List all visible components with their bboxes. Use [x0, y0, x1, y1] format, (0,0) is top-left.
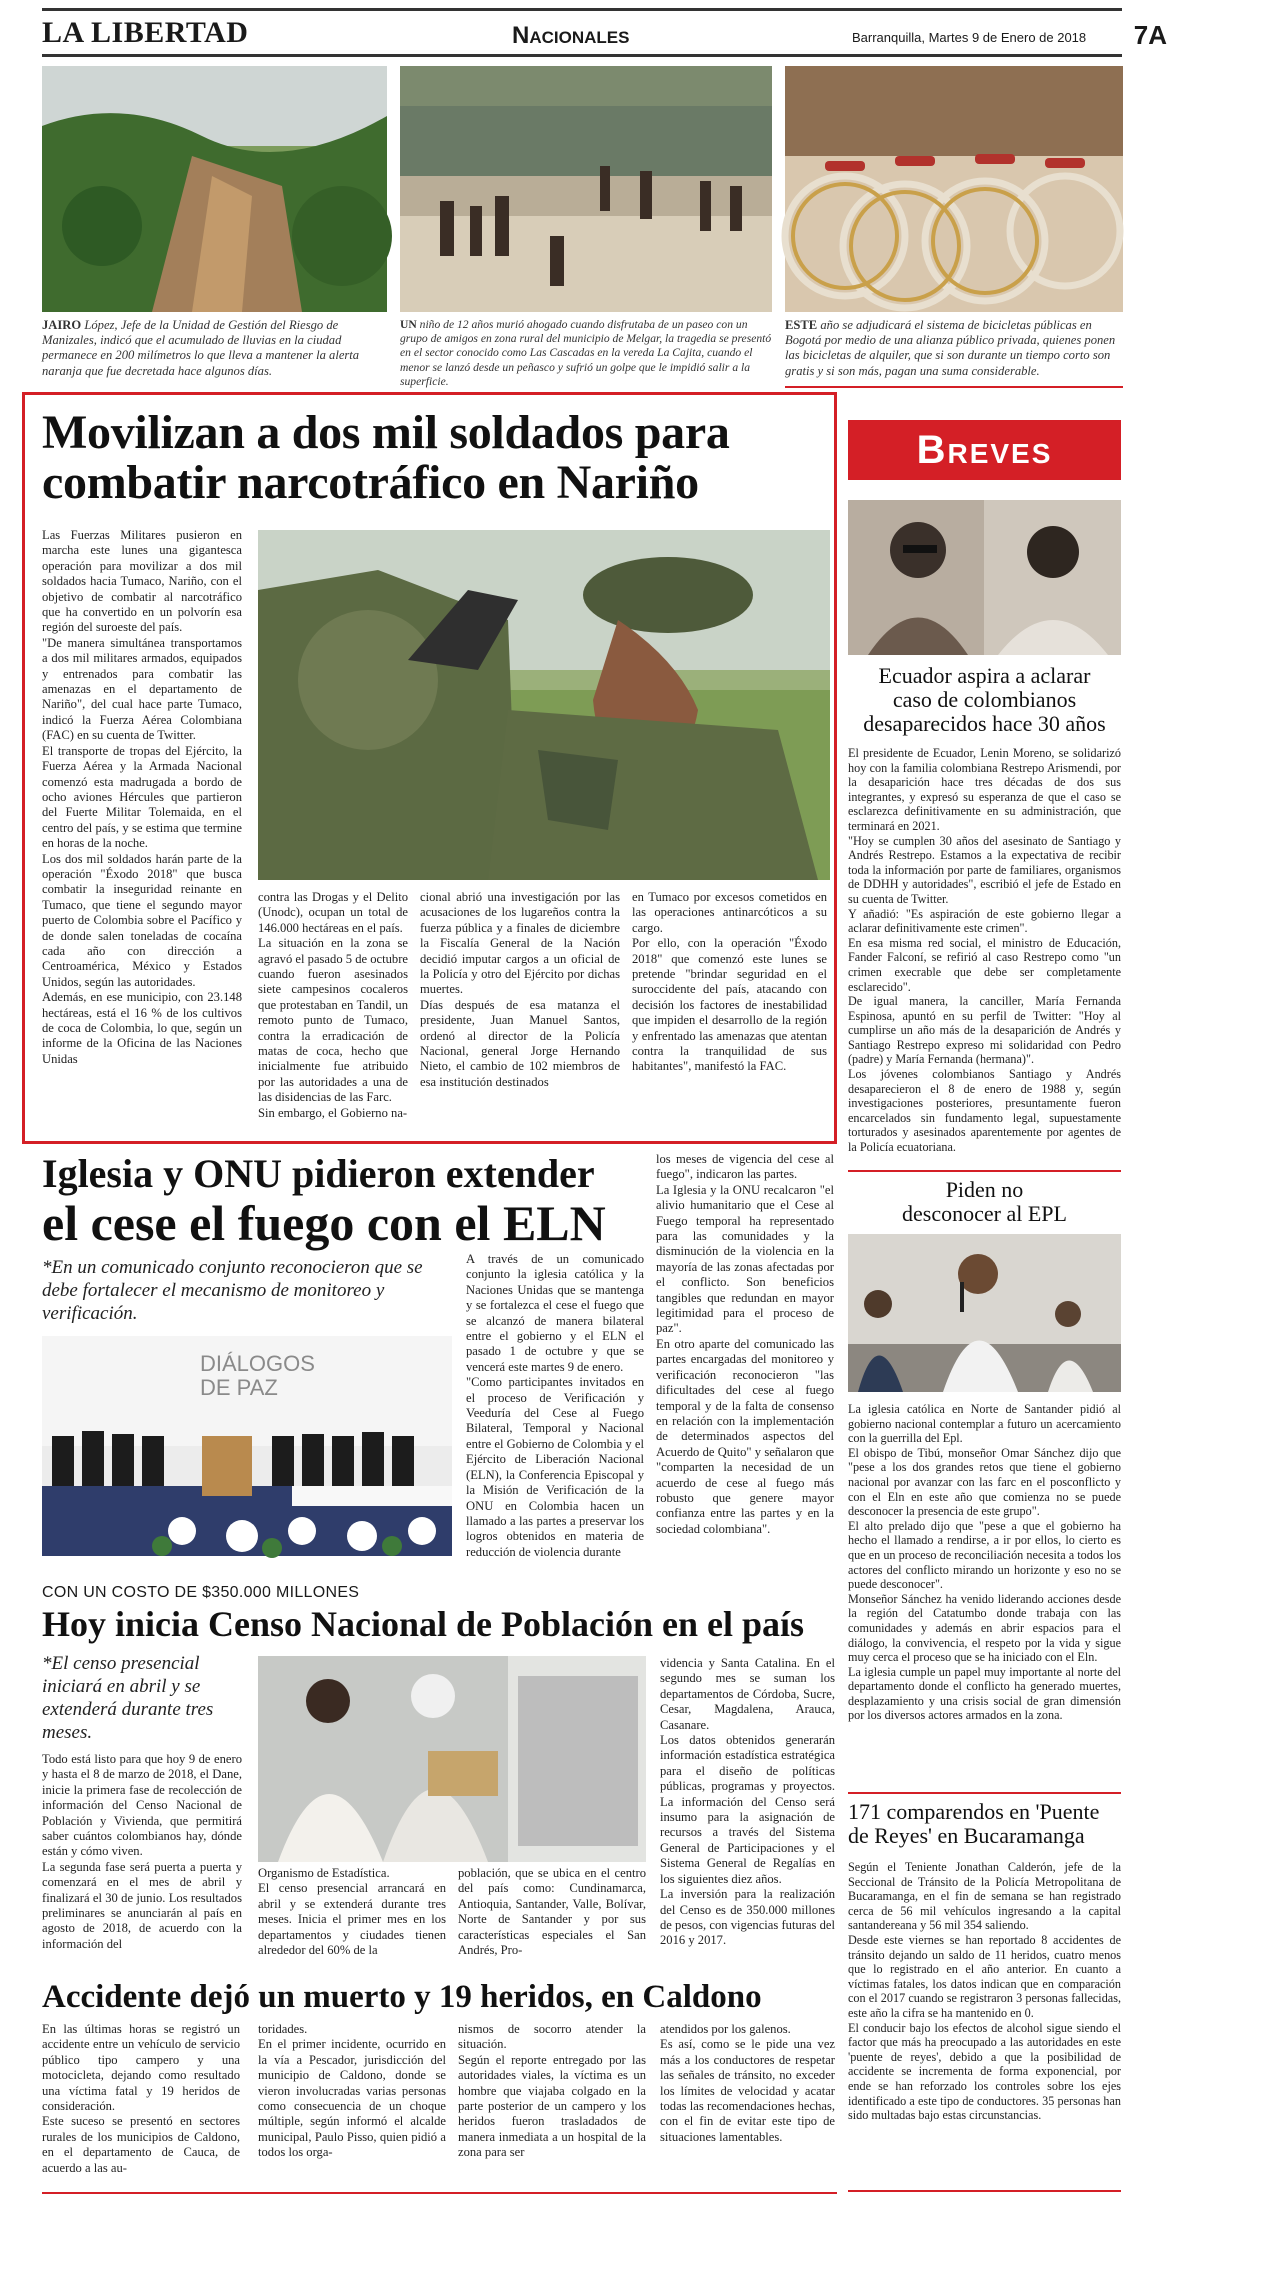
censo-col3: población, que se ubica en el centro del país como: Cundinamarca, Antioquia, Santander, Valle, Bolívar, Norte de Santander y por sus características especiales el San Andrés, Pro- — [458, 1866, 646, 1958]
river-caption — [400, 318, 772, 388]
censo-col2: Organismo de Estadística. El censo presencial arrancará en abril y se extenderá durante tres meses. Inicia el primer mes en los departamentos y ciudades tienen alrededor del 60% de la — [258, 1866, 446, 1958]
peace-talks-sign: DIÁLOGOS DE PAZ — [200, 1351, 315, 1400]
soldier-photo — [258, 530, 830, 880]
river-drowning-photo — [400, 66, 772, 312]
landslide-caption — [42, 318, 387, 380]
breves-item1-headline: Ecuador aspira a aclarar caso de colombianos desaparecidos hace 30 años — [863, 663, 1106, 736]
bishop-photo — [848, 1234, 1121, 1392]
eln-col1: A través de un comunicado conjunto la iglesia católica y la Naciones Unidas que se mantenga y se fortalezca el cese el fuego que se alcanzó de manera bilateral entre el gobierno y el ELN el pasado 1 de octubre y que se vencerá este martes 9 de enero. "Como participantes invitados en el proceso de Verificación y Veeduría del Cese al Fuego Bilateral, Temporal y Nacional entre el Gobierno de Colombia y el Ejército de Liberación Nacional (ELN), la Conferencia Episcopal y la Misión de Verificación de la ONU en Colombia hacen un llamado a las partes a preservar los logros obtenidos en materia de reducción de violencia durante — [466, 1252, 644, 1559]
main-story-col2: contra las Drogas y el Delito (Unodc), ocupan un total de 146.000 hectáreas en el país. La situación en la zona se agravó el pasado 5 de octubre cuando fueron asesinados siete campesinos cocaleros que protestaban en Tandil, un remoto punto de Tumaco, contra la erradicación de matas de coca, hecho que inicialmente fue atribuido por las autoridades a una de las disidencias de las Farc. Sin embargo, el Gobierno na- — [258, 890, 409, 1120]
caldono-col3: nismos de socorro atender la situación. Según el reporte entregado por las autoridades viales, la víctima es un hombre que viajaba colgado en la parte posterior de un campero y los heridos fueron trasladados de manera inmediata a un hospital de la zona para ser — [458, 2022, 646, 2160]
censo-col1: Todo está listo para que hoy 9 de enero y hasta el 8 de marzo de 2018, el Dane, inicie la primera fase de recolección de información del Censo Nacional de Población y Vivienda, que permitirá saber cuántos colombianos hay, dónde están y cómo viven. La segunda fase será puerta a puerta y comenzará en el mes de abril y finalizará el 30 de junio. Los resultados preliminares se anunciarán al país en agosto de 2018, de acuerdo con la información del — [42, 1752, 242, 1951]
breves-label: Breves — [916, 427, 1053, 472]
caldono-col2: toridades. En el primer incidente, ocurrido en la vía a Pescador, jurisdicción del municipio de Caldono, donde se vieron involucradas varias personas como consecuencia de un choque múltiple, según informó el alcalde municipal, Paulo Pisso, quien pidió a todos los orga- — [258, 2022, 446, 2160]
censo-kicker: CON UN COSTO DE $350.000 MILLONES — [42, 1584, 360, 1601]
paper-name: LA LIBERTAD — [42, 16, 249, 49]
main-story-col4: en Tumaco por excesos cometidos en las operaciones antinarcóticos a su cargo. Por ello, con la operación "Éxodo 2018" que comenzó este lunes se pretende "brindar seguridad en el suroccidente del país, atacando con decisión los factores de inestabilidad que impiden el desarrollo de la región y enfrentado las amenazas que atentan contra la tranquilidad de sus habitantes", manifestó la FAC. — [632, 890, 827, 1074]
caldono-col1: En las últimas horas se registró un accidente entre un vehículo de servicio público tipo campero y una motocicleta, dejando como resultado una víctima fatal y 19 heridos de consideración. Este suceso se presentó en sectores rurales de los municipios de Caldono, en el departamento de Cauca, de acuerdo a las au- — [42, 2022, 240, 2175]
caption-lead: UN — [400, 318, 417, 331]
main-headline: Movilizan a dos mil soldados para combatir narcotráfico en Nariño — [42, 406, 730, 509]
breves-item2-body: La iglesia católica en Norte de Santander pidió al gobierno nacional contemplar a futuro un acercamiento con la guerrilla del Epl. El obispo de Tibú, monseñor Omar Sánchez dijo que "pese a los dos grandes retos que tiene el gobierno nacional por avanzar con las farc en el posconflicto y con el Eln en este año que comienza no se puede desconocer la presencia de este grupo". El alto prelado dijo que "pese a que el gobierno ha hecho el llamado a rendirse, a ir por ellos, lo cierto es que en un proceso de reconciliación necesita a todos los actores del conflicto mirando un horizonte y eso no se puede desconocer". Monseñor Sánchez ha venido liderando acciones desde la región del Catatumbo donde trabaja con las comunidades y además en abrir espacios para el diálogo, la convivencia, el respeto por la vida y sigue muy cerca el proceso que se ha iniciado con el Eln. La iglesia cumple un papel muy importante al norte del departamento donde el conflicto ha generado muertes, desplazamiento y una crisis social de gran dimensión por los diversos actores armados en la zona. — [848, 1402, 1121, 1723]
top-row-rule — [785, 386, 1123, 388]
masthead-bottom-rule — [42, 54, 1122, 57]
page-number: 7A — [1133, 20, 1167, 50]
breves-item3-body: Según el Teniente Jonathan Calderón, jefe de la Seccional de Tránsito de la Policía Metropolitana de Bucaramanga, en el fin de semana se han registrado cerca de 56 mil vehículos ingresando a la capital santandereana y 56 mil 354 saliendo. Desde este viernes se han reportado 8 accidentes de tránsito dejando un saldo de 11 heridos, cuatro menos que lo registrado en el año anterior. En cuanto a víctimas fatales, los datos indican que en comparación con el 2017 cuando se registraron 3 personas fallecidas, este año la cifra se ha mantenido en 0. El conducir bajo los efectos de alcohol sigue siendo el factor que más ha preocupado a las autoridades en este 'puente de reyes', debido a que la posibilidad de accidente se incrementa de forma exponencial, por ende se han reforzado los controles sobre los ejes identificado a este tipo de conductores. 35 personas han sido multadas bajo estas circunstancias. — [848, 1860, 1121, 2123]
caldono-headline: Accidente dejó un muerto y 19 heridos, en Caldono — [42, 1979, 762, 2015]
caption-text: López, Jefe de la Unidad de Gestión del Riesgo de Manizales, indicó que el acumulado de lluvias en la ciudad permanece en 200 milímetros lo que lleva a mantener la alerta naranja que fue decretada hace algunos días. — [42, 318, 360, 378]
dateline: Barranquilla, Martes 9 de Enero de 2018 — [852, 30, 1087, 45]
census-workers-photo — [258, 1656, 646, 1862]
breves-banner — [848, 420, 1121, 480]
main-story-col1: Las Fuerzas Militares pusieron en marcha este lunes una gigantesca operación para movilizar a dos mil soldados hacia Tumaco, Nariño, con el objetivo de combatir al narcotráfico que ha convertido en un polvorín esa región del suroeste del país. "De manera simultánea transportamos a dos mil militares armados, equipados y entrenados para combatir las amenazas en el departamento de Nariño", del cual hace parte Tumaco, indicó la Fuerza Aérea Colombiana (FAC) en su cuenta de Twitter. El transporte de tropas del Ejército, la Fuerza Aérea y la Armada Nacional comenzó esta madrugada a bordo de ocho aviones Hércules que partieron del Fuerte Militar Tolemaida, en el centro del país, y se estima que termine en horas de la noche. Los dos mil soldados harán parte de la operación "Éxodo 2018" que busca combatir la inseguridad reinante en Tumaco, que tiene el segundo mayor puerto de Colombia sobre el Pacífico y de donde salen toneladas de cocaína cada año con dirección a Centroamérica, México y Estados Unidos, según las autoridades. Además, en ese municipio, con 23.148 hectáreas, está el 16 % de los cultivos de coca de Colombia, lo que, según un informe de la Oficina de las Naciones Unidas — [42, 528, 242, 1066]
breves-bottom-rule — [848, 2190, 1121, 2192]
breves-rule-2 — [848, 1792, 1121, 1794]
caption-lead: ESTE — [785, 318, 818, 332]
masthead — [42, 8, 1167, 58]
section-name: Nacionales — [512, 22, 630, 49]
breves-item3-headline: 171 comparendos en 'Puente de Reyes' en Bucaramanga — [848, 1799, 1100, 1848]
breves-item2-headline: Piden no desconocer al EPL — [902, 1177, 1067, 1226]
eln-headline-line1: Iglesia y ONU pidieron extender — [42, 1151, 595, 1196]
censo-deck: *El censo presencial iniciará en abril y se extenderá durante tres meses. — [42, 1653, 214, 1743]
landslide-photo — [42, 66, 387, 312]
eln-deck: *En un comunicado conjunto reconocieron que se debe fortalecer el mecanismo de monitoreo y verificación. — [42, 1257, 423, 1324]
caption-lead: JAIRO — [42, 318, 82, 332]
eln-headline-line2: el cese el fuego con el ELN — [42, 1195, 606, 1251]
censo-headline: Hoy inicia Censo Nacional de Población en el país — [42, 1604, 805, 1644]
eln-col2: los meses de vigencia del cese al fuego", indicaron las partes. La Iglesia y la ONU recalcaron "el alivio humanitario que el Cese al Fuego temporal ha representado para las comunidades y la disminución de la violencia en la mayoría de las zonas afectadas por el conflicto. Son beneficios tangibles que redundan en mayor legitimidad para el proceso de paz". En otro aparte del comunicado las partes encargadas del monitoreo y verificación reconocieron "las dificultades del cese al fuego temporal y de la falta de consenso en relación con la implementación de determinados aspectos del Acuerdo de Quito" y señalaron que "comparten la necesidad de un acuerdo de cese al fuego más robusto que genere mayor confianza entre las partes y en la sociedad colombiana". — [656, 1152, 834, 1536]
masthead-top-rule — [42, 8, 1122, 11]
missing-brothers-photo — [848, 500, 1121, 655]
bicycles-photo — [785, 66, 1123, 312]
breves-item1-body: El presidente de Ecuador, Lenin Moreno, se solidarizó hoy con la familia colombiana Restrepo Arismendi, por la desaparición hace tres décadas de dos sus integrantes, y expresó su esperanza de que el caso se esclarezca definitivamente en su administración, que terminará en 2021. "Hoy se cumplen 30 años del asesinato de Santiago y Andrés Restrepo. Estamos a la expectativa de recibir toda la información por parte de familiares, organismos de DDHH y autoridades", escribió el jefe de Estado en su cuenta de Twitter. Y añadió: "Es aspiración de este gobierno llegar a aclarar definitivamente este crimen". En esa misma red social, el ministro de Educación, Fander Falconí, se refirió al caso Restrepo como "un crimen execrable que debe ser completamente esclarecido". De igual manera, la canciller, María Fernanda Espinosa, apuntó en su perfil de Twitter: "Hoy al cumplirse un año más de la desaparición de Andrés y Santiago Restrepo expreso mi solidaridad con Pedro (padre) y María Fernanda (hermana)". Los jóvenes colombianos Santiago y Andrés desaparecieron el 8 de enero de 1988 y, según investigaciones posteriores, presuntamente fueron encarcelados sin fundamento legal, supuestamente torturados y asesinados aparentemente por agentes de la Policía ecuatoriana. — [848, 746, 1121, 1155]
main-story-col3: cional abrió una investigación por las acusaciones de los lugareños contra la fuerza pública y a finales de diciembre la Fiscalía General de la Nación decidió imputar cargos a un oficial de la Policía y otro del Ejército por dichas muertes. Días después de esa matanza el presidente, Juan Manuel Santos, ordenó al director de la Policía Nacional, general Jorge Hernando Nieto, el cambio de 102 miembros de esa institución destinados — [420, 890, 620, 1089]
breves-rule-1 — [848, 1170, 1121, 1172]
caption-text: niño de 12 años murió ahogado cuando disfrutaba de un paseo con un grupo de amigos en zona rural del municipio de Melgar, la tragedia se presentó en el sector conocido como Las Cascadas en la vereda La Cajita, cuando el menor se lanzó desde un peñasco y sufrió un golpe que le impidió salir a la superficie. — [400, 318, 772, 388]
censo-col4: videncia y Santa Catalina. En el segundo mes se suman los departamentos de Córdoba, Sucre, Cesar, Magdalena, Arauca, Casanare. Los datos obtenidos generarán información estadística estratégica para el diseño de políticas públicas, programas y proyectos. La información del Censo será insumo para la asignación de recursos a través del Sistema General de Participaciones y el Sistema General de Regalías en los siguientes diez años. La inversión para la realización del Censo es de 350.000 millones de pesos, con vigencias futuras del 2016 y 2017. — [660, 1656, 835, 1948]
caldono-col4: atendidos por los galenos. Es así, como se le pide una vez más a los conductores de respetar las señales de tránsito, no exceder los límites de velocidad y acatar todas las recomendaciones hechas, con el fin de evitar este tipo de situaciones lamentables. — [660, 2022, 835, 2144]
caption-text: año se adjudicará el sistema de bicicletas públicas en Bogotá por medio de una alianza público privada, quienes ponen las bicicletas de alquiler, que si son durante un tiempo corto son gratis y si son más, pagan una suma considerable. — [785, 318, 1116, 378]
bicycles-caption — [785, 318, 1123, 380]
page-bottom-rule — [42, 2192, 837, 2194]
